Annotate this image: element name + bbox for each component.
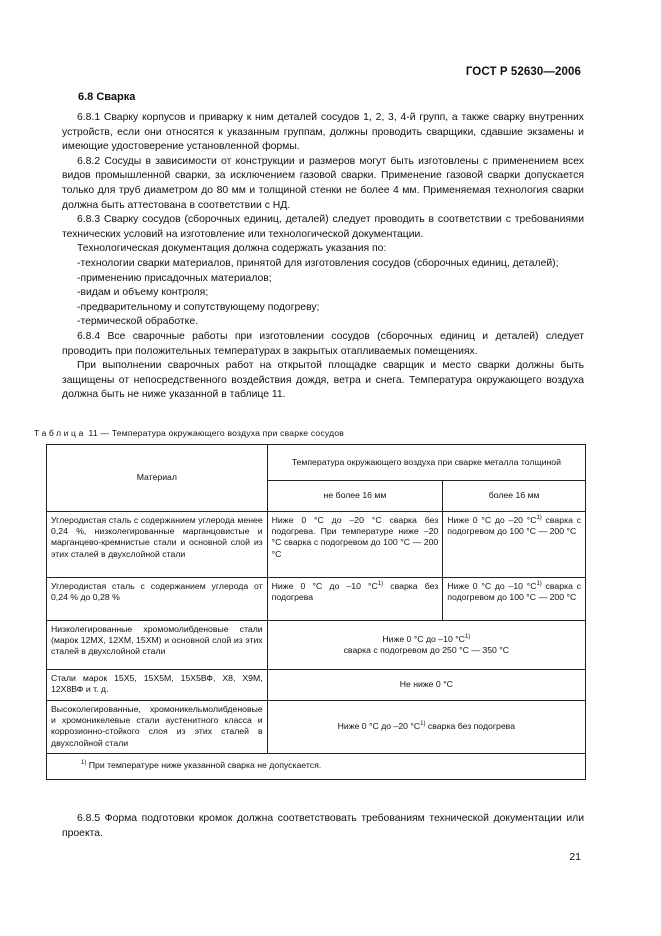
both-cell: Не ниже 0 °С <box>267 670 585 701</box>
paragraph-6-8-4: 6.8.4 Все сварочные работы при изготовлении сосудов (сборочных единиц и деталей) следует проводить при положительных температурах в закрытых отапливаемых помещениях. <box>62 330 584 357</box>
list-item: -предварительному и сопутствующему подогреву; <box>77 301 320 313</box>
table-header-row <box>47 445 586 481</box>
section-title: 6.8 Сварка <box>78 91 136 103</box>
paragraph-6-8-1: 6.8.1 Сварку корпусов и приварку к ним деталей сосудов 1, 2, 3, 4-й групп, а также сварку внутренних устройств, если они относятся к указанным группам, должны проводить сварщики, сдавшие экзамены и имеющие удостоверение установленной формы. <box>62 112 584 153</box>
le16-cell: Ниже 0 °С до –20 °С сварка без подогрева. При температуре ниже –20 °С сварка с подогревом до 100 °С — 200 °С <box>267 512 443 578</box>
material-cell: Углеродистая сталь с содержанием углерода от 0,24 % до 0,28 % <box>47 578 268 621</box>
list-item: -технологии сварки материалов, принятой для изготовления сосудов (сборочных единиц, деталей); <box>77 257 559 269</box>
table-row <box>47 701 586 754</box>
table-row <box>47 670 586 701</box>
both-cell: Ниже 0 °С до –20 $^\circ С^{1)}$ сварка без подогрева <box>267 701 585 754</box>
tech-doc-intro: Технологическая документация должна содержать указания по: <box>77 243 387 255</box>
material-cell: Стали марок 15Х5, 15Х5М, 15Х5ВФ, Х8, Х9М, 12Х8ВФ и т. д. <box>47 670 268 701</box>
table-footnote-row <box>47 754 586 780</box>
after-table-text <box>62 812 584 841</box>
table-row <box>47 578 586 621</box>
list-item: -применению присадочных материалов; <box>77 272 272 284</box>
table-caption: Таблица 11 — Температура окружающего воздуха при сварке сосудов <box>34 428 345 438</box>
temperature-table <box>46 444 586 780</box>
paragraph-6-8-5: 6.8.5 Форма подготовки кромок должна соответствовать требованиям технической документации или проекта. <box>62 813 584 839</box>
open-site-paragraph: При выполнении сварочных работ на открытой площадке сварщик и место сварки должны быть защищены от непосредственного воздействия дождя, ветра и снега. Температура окружающего воздуха должна быть не ниже указанной в таблице 11. <box>62 360 584 401</box>
list-item: -видам и объему контроля; <box>77 287 209 299</box>
body-text <box>62 111 584 403</box>
list-item: -термической обработке. <box>77 316 199 328</box>
material-cell: Углеродистая сталь с содержанием углерода менее 0,24 %, низколегированные марганцовистые и марганцево-кремнистые стали и основной слой из этих сталей в двухслойной стали <box>47 512 268 578</box>
page-number: 21 <box>569 851 581 863</box>
standard-header: ГОСТ Р 52630—2006 <box>465 66 581 78</box>
gt16-cell: Ниже 0 °С до –20 $^\circ С^{1)}$ сварка с подогревом до 100 °С — 200 °С <box>443 512 586 578</box>
table-row <box>47 512 586 578</box>
material-cell: Высоколегированные, хромоникельмолибденовые и хромоникелевые стали аустенитного класса и коррозионно-стойкого слоя из этих сталей в двухслойной стали <box>47 701 268 754</box>
header-material: Материал <box>47 445 268 512</box>
table-row <box>47 621 586 670</box>
material-cell: Низколегированные хромомолибденовые стали (марок 12МХ, 12ХМ, 15ХМ) и основной слой из этих сталей в двухслойной стали <box>47 621 268 670</box>
header-le16: не более 16 мм <box>267 480 443 511</box>
header-temperature: Температура окружающего воздуха при сварке металла толщиной <box>267 445 585 481</box>
paragraph-6-8-3: 6.8.3 Сварку сосудов (сборочных единиц, деталей) следует проводить в соответствии с требованиями технических условий на изготовление или технологической документации. <box>62 214 584 240</box>
gt16-cell: Ниже 0 °С до –10 $^\circ С^{1)}$ сварка с подогревом до 100 °С — 200 °С <box>443 578 586 621</box>
le16-cell: Ниже 0 °С до –10 $^\circ С^{1)}$ сварка без подогрева <box>267 578 443 621</box>
both-cell: Ниже 0 °С до –10 $^\circ С^{1)}$ сварка с подогревом до 250 °С — 350 °С <box>267 621 585 670</box>
header-gt16: более 16 мм <box>443 480 586 511</box>
paragraph-6-8-2: 6.8.2 Сосуды в зависимости от конструкции и размеров могут быть изготовлены с применением всех видов промышленной сварки, за исключением газовой сварки. Применение газовой сварки допускается только для труб диаметром до 80 мм и толщиной стенки не более 4 мм. Применяемая технология сварки должна быть аттестована в соответствии с НД. <box>62 155 584 211</box>
table-footnote: $^{1)}$ При температуре ниже указанной сварка не допускается. <box>47 754 586 780</box>
